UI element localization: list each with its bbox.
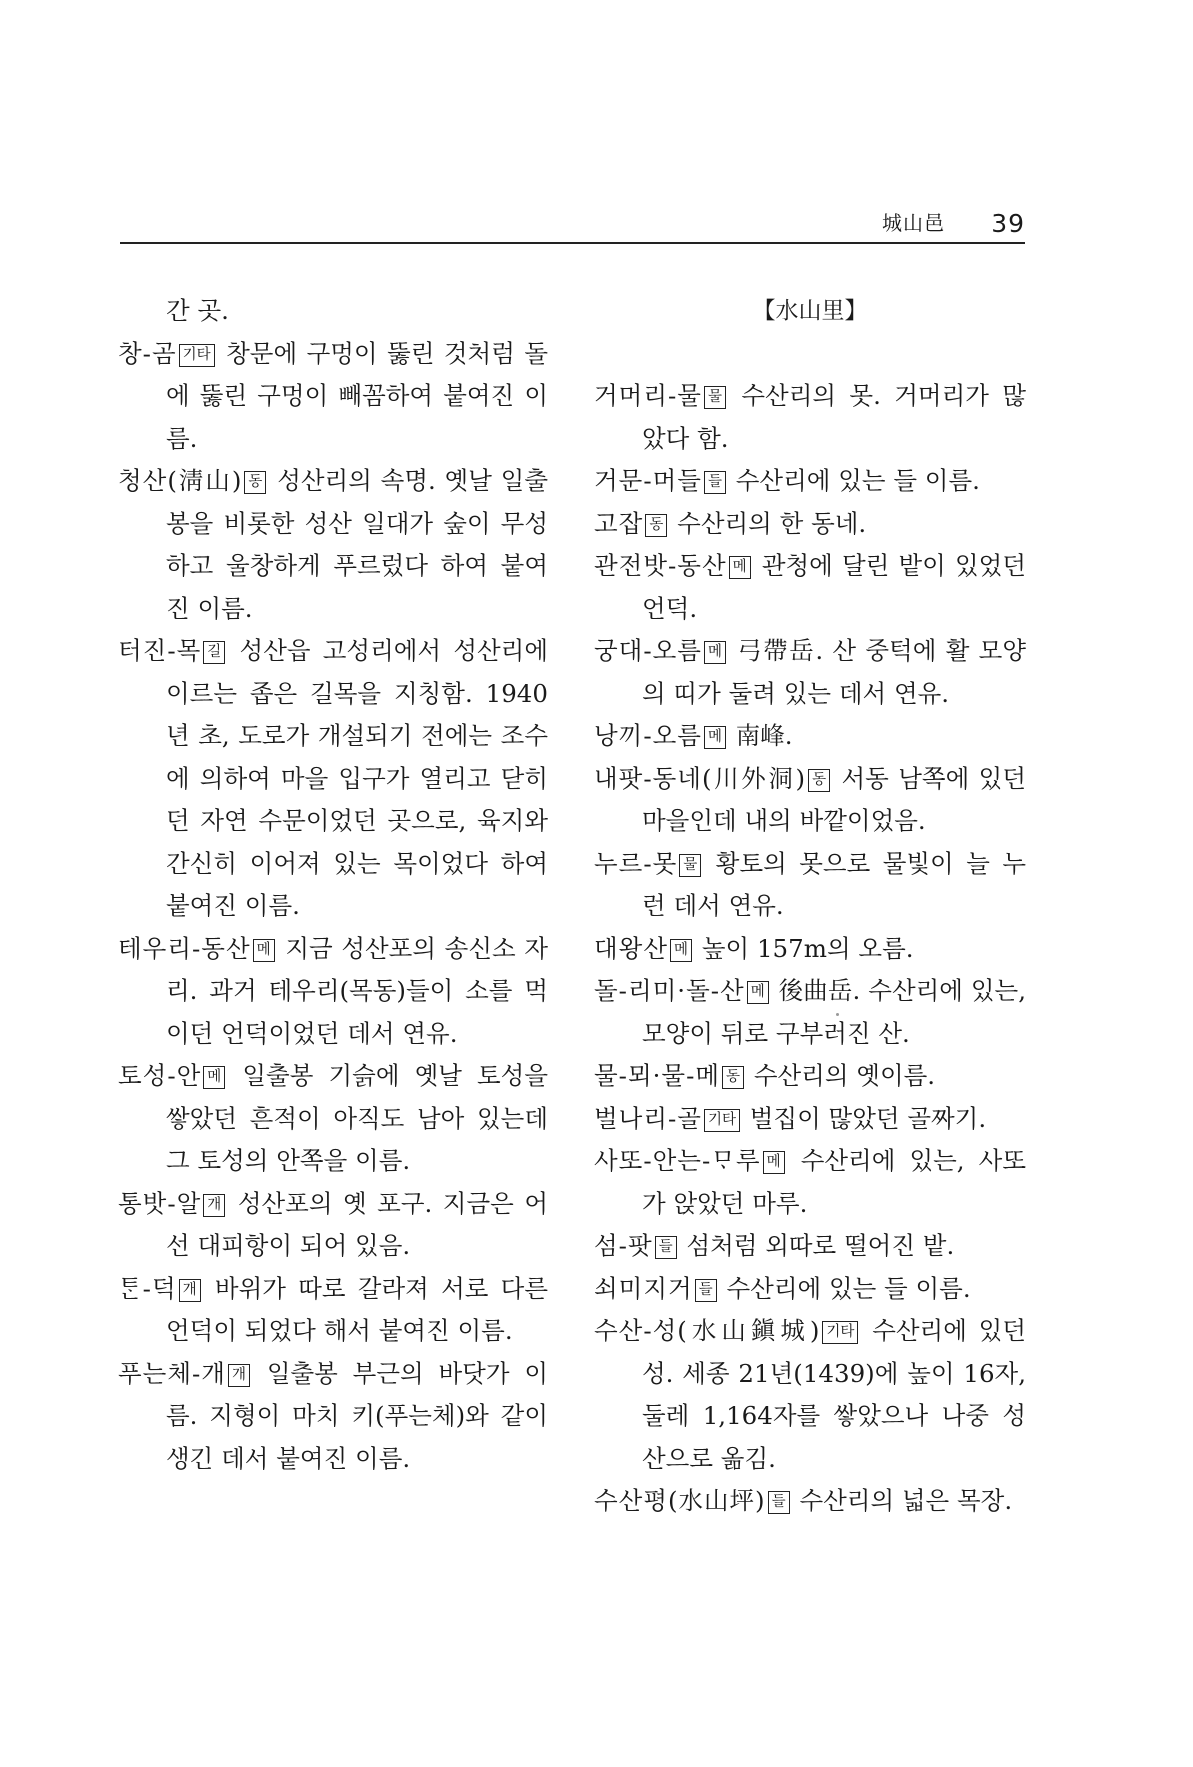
definition: 황토의 못으로 물빛이 늘 누런 데서 연유.	[642, 848, 1026, 920]
dictionary-entry	[118, 928, 548, 1056]
headword: 고잡	[594, 508, 644, 538]
headword: 창-곰	[118, 338, 177, 368]
dictionary-entry	[594, 928, 1026, 971]
definition: 높이 157m의 오름.	[701, 933, 914, 963]
category-tag: 메	[763, 1151, 785, 1174]
headword: 수산평(水山坪)	[594, 1486, 766, 1515]
definition: 일출봉 부근의 바닷가 이름. 지형이 마치 키(푸는체)와 같이 생긴 데서 붙여진 이름.	[166, 1358, 548, 1473]
category-tag: 기타	[822, 1321, 858, 1344]
dictionary-entry	[594, 503, 1026, 546]
category-tag: 메	[203, 1066, 225, 1089]
dictionary-entry	[594, 460, 1026, 503]
headword: 수산-성(水山鎭城)	[594, 1316, 821, 1345]
headword: 터진-목	[118, 636, 202, 665]
headword: 통밧-알	[118, 1188, 202, 1218]
category-tag: 기타	[179, 344, 215, 367]
dictionary-entry	[594, 1310, 1026, 1480]
category-tag: 메	[704, 726, 726, 749]
headword: 섬-팟	[594, 1231, 653, 1260]
category-tag: 들	[655, 1236, 677, 1259]
headword: 누르-못	[594, 848, 678, 878]
category-tag: 물	[704, 386, 726, 409]
headword: ᄐᆞᆫ-덕	[118, 1273, 177, 1303]
definition: 관청에 달린 밭이 있었던 언덕.	[642, 551, 1026, 623]
headword: 궁대-오름	[594, 636, 702, 665]
headword: 토성-안	[118, 1061, 202, 1090]
definition: 일출봉 기슭에 옛날 토성을 쌓았던 흔적이 아직도 남아 있는데 그 토성의 안쪽을 이름.	[166, 1061, 548, 1175]
dictionary-entry	[594, 1140, 1026, 1225]
category-tag: 개	[228, 1364, 250, 1387]
category-tag: 메	[704, 641, 726, 664]
category-tag: 들	[704, 471, 726, 494]
page-number: 39	[991, 209, 1025, 238]
definition: 수산리에 있는 들 이름.	[735, 466, 980, 495]
dictionary-entry	[118, 1353, 548, 1481]
dictionary-entry	[594, 545, 1026, 630]
definition: 수산리에 있는 들 이름.	[726, 1273, 971, 1303]
definition: 성산포의 옛 포구. 지금은 어선 대피항이 되어 있음.	[166, 1188, 548, 1260]
definition: 弓帶岳. 산 중턱에 활 모양의 띠가 둘려 있는 데서 연유.	[642, 636, 1026, 708]
dictionary-entry	[118, 630, 548, 928]
dictionary-entry	[118, 1268, 548, 1353]
category-tag: 메	[729, 556, 751, 579]
dictionary-entry	[118, 1183, 548, 1268]
dictionary-entry	[118, 460, 548, 630]
section-title: 城山邑	[882, 211, 945, 235]
dictionary-entry	[594, 1055, 1026, 1098]
headword: 낭끼-오름	[594, 721, 702, 750]
category-tag: 개	[203, 1194, 225, 1217]
category-tag: 동	[808, 769, 830, 792]
definition: 서동 남쪽에 있던 마을인데 내의 바깥이었음.	[642, 763, 1026, 835]
dictionary-entry	[594, 630, 1026, 715]
category-tag: 메	[670, 939, 692, 962]
category-tag: 길	[203, 641, 225, 664]
definition: 南峰.	[735, 721, 793, 750]
dictionary-entry	[594, 1225, 1026, 1268]
definition: 창문에 구멍이 뚫린 것처럼 돌에 뚫린 구멍이 빼꼼하여 붙여진 이름.	[166, 338, 549, 453]
category-tag: 메	[253, 939, 275, 962]
dictionary-entry	[594, 970, 1026, 1055]
headword: 대왕산	[594, 933, 669, 963]
headword: 거문-머들	[594, 466, 702, 495]
print-speck	[836, 1013, 839, 1016]
definition: 성산리의 속명. 옛날 일출봉을 비롯한 성산 일대가 숲이 무성하고 울창하게 푸르렀다 하여 붙여진 이름.	[166, 466, 548, 623]
category-tag: 기타	[704, 1109, 740, 1132]
headword: 테우리-동산	[118, 933, 251, 963]
headword: 청산(淸山)	[118, 466, 243, 495]
dictionary-entry	[594, 715, 1026, 758]
headword: 물-뫼·물-메	[594, 1061, 721, 1090]
dictionary-entry	[594, 843, 1026, 928]
definition: 수산리의 넓은 목장.	[799, 1486, 1013, 1515]
category-tag: 동	[645, 514, 667, 537]
definition: 바위가 따로 갈라져 서로 다른 언덕이 되었다 해서 붙여진 이름.	[166, 1273, 549, 1345]
dictionary-entry	[594, 375, 1026, 460]
definition: 수산리의 한 동네.	[677, 508, 867, 538]
dictionary-entry	[594, 1268, 1026, 1311]
headword: 벌나리-골	[594, 1103, 702, 1133]
spacer	[594, 333, 1026, 376]
category-tag: 메	[747, 981, 769, 1004]
definition: 수산리에 있던 성. 세종 21년(1439)에 높이 16자, 둘레 1,164자를 쌓았으나 나중 성산으로 옮김.	[642, 1316, 1026, 1473]
category-tag: 개	[179, 1279, 201, 1302]
continuation-text: 간 곳.	[166, 296, 229, 325]
dictionary-entry	[118, 1055, 548, 1183]
headword: 거머리-물	[594, 381, 702, 410]
dictionary-entry	[594, 758, 1026, 843]
category-tag: 동	[244, 471, 266, 494]
headword: 돌-리미·돌-산	[594, 976, 745, 1005]
right-column	[594, 290, 1026, 1523]
headword: 관전밧-동산	[594, 551, 727, 580]
definition: 수산리의 못. 거머리가 많았다 함.	[642, 381, 1026, 453]
category-tag: 들	[695, 1279, 717, 1302]
headword: 푸는체-개	[118, 1358, 226, 1388]
category-tag: 물	[679, 854, 701, 877]
definition: 지금 성산포의 송신소 자리. 과거 테우리(목동)들이 소를 먹이던 언덕이었던 데서 연유.	[166, 933, 548, 1048]
definition: 수산리의 옛이름.	[753, 1061, 936, 1090]
definition: 수산리에 있는, 사또가 앉았던 마루.	[642, 1146, 1027, 1218]
category-tag: 동	[722, 1066, 744, 1089]
headword: 쇠미지거	[594, 1273, 693, 1303]
dictionary-entry	[594, 1098, 1026, 1141]
definition: 벌집이 많았던 골짜기.	[749, 1103, 987, 1133]
category-tag: 들	[768, 1491, 790, 1514]
page-header	[120, 209, 1025, 244]
section-heading: 【水山里】	[752, 298, 868, 324]
headword: 내팟-동네(川外洞)	[594, 763, 807, 793]
dictionary-entry	[594, 1480, 1026, 1523]
left-column	[118, 290, 548, 1480]
dictionary-entry	[118, 333, 548, 461]
definition: 後曲岳. 수산리에 있는, 모양이 뒤로 구부러진 산.	[642, 976, 1026, 1048]
definition: 성산읍 고성리에서 성산리에 이르는 좁은 길목을 지칭함. 1940년 초, 도로가 개설되기 전에는 조수에 의하여 마을 입구가 열리고 닫히던 자연 수문이었던 곳으로, 육지와 간신히 이어져 있는 목이었다 하여 붙여진 이름.	[166, 636, 548, 920]
headword: 사또-안는-ᄆᆞ루	[594, 1146, 761, 1175]
definition: 섬처럼 외따로 떨어진 밭.	[686, 1231, 955, 1260]
